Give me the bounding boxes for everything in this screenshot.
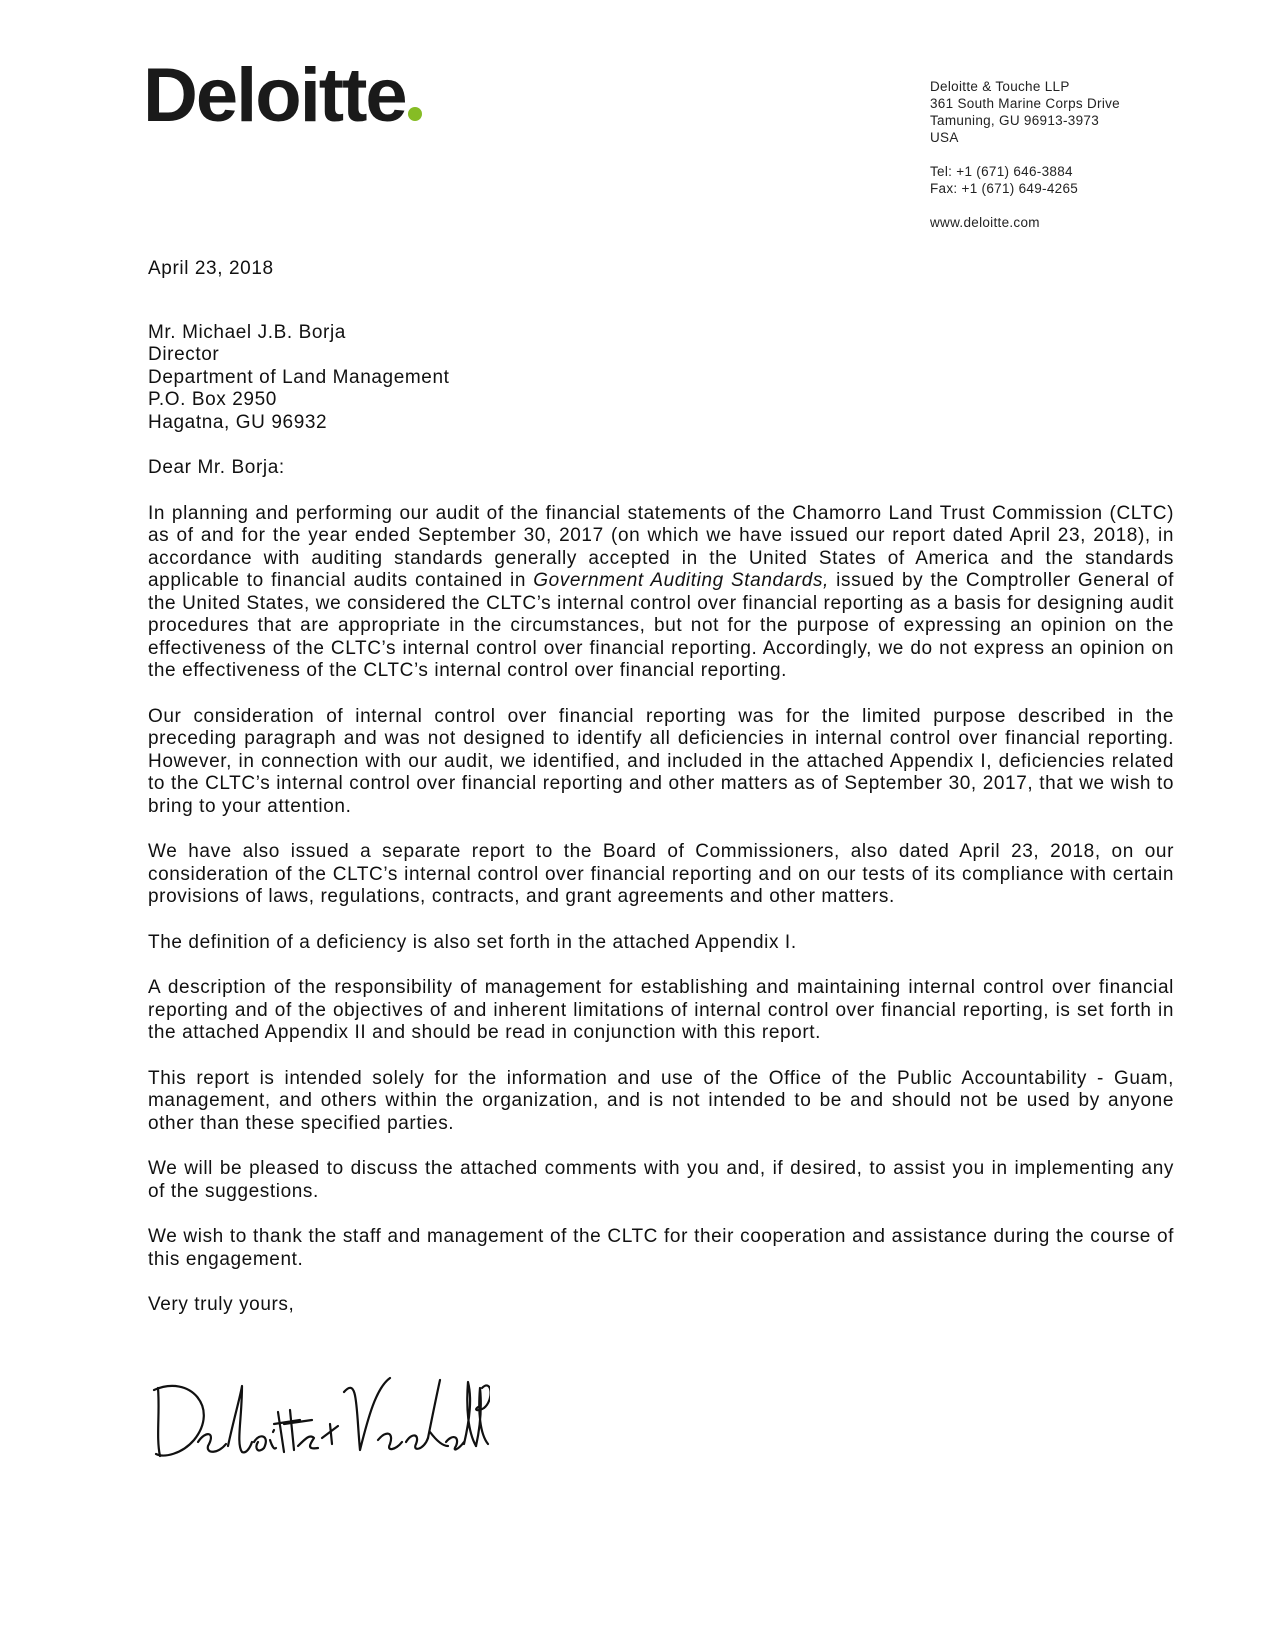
- address-line: Deloitte & Touche LLP: [930, 79, 1070, 94]
- address-line: USA: [930, 130, 959, 145]
- paragraph-text: In planning and performing our audit of the financial statements of the Chamorro Land Trust Commission (CLTC) as of and for the year ended September 30, 2017 (on which we have issued our report dated April 23, 2018), in accordance with auditing standards generally accepted in the United States of America and the standards applicable to financial audits contained in: [148, 502, 1174, 591]
- salutation: Dear Mr. Borja:: [148, 457, 285, 478]
- paragraph-text: issued by the Comptroller General of the United States, we considered the CLTC’s internal control over financial reporting as a basis for designing audit procedures that are appropriate in the circumstances, but not for the purpose of expressing an opinion on the effectiveness of the CLTC’s internal control over financial reporting. Accordingly, we do not express an opinion on the effectiveness of the CLTC’s internal control over financial reporting.: [148, 570, 1175, 681]
- address-spacer: [930, 146, 1120, 163]
- recipient-line: Director: [148, 344, 220, 365]
- logo-wordmark: Deloitte: [143, 53, 406, 138]
- body-paragraph: [148, 503, 1174, 683]
- address-line: Tamuning, GU 96913-3973: [930, 113, 1100, 128]
- address-line: 361 South Marine Corps Drive: [930, 96, 1120, 111]
- body-paragraph: We have also issued a separate report to the Board of Commissioners, also dated April 23, 2018, on our consideration of the CLTC’s internal control over financial reporting and on our tests of its compliance with certain provisions of laws, regulations, contracts, and grant agreements and other matters.: [148, 841, 1174, 907]
- letter-date: April 23, 2018: [148, 258, 274, 279]
- body-paragraph: A description of the responsibility of management for establishing and maintaining internal control over financial reporting and of the objectives of and inherent limitations of internal control over financial reporting, is set forth in the attached Appendix II and should be read in conjunction with this report.: [148, 977, 1174, 1043]
- publication-title: Government Auditing Standards,: [533, 570, 829, 591]
- recipient-address: [148, 322, 1174, 435]
- website-link[interactable]: www.deloitte.com: [930, 215, 1040, 230]
- body-paragraph: We wish to thank the staff and management of the CLTC for their cooperation and assistance during the course of this engagement.: [148, 1226, 1174, 1270]
- logo-dot-icon: [408, 107, 422, 121]
- body-paragraph: Our consideration of internal control over financial reporting was for the limited purpose described in the preceding paragraph and was not designed to identify all deficiencies in internal control over financial reporting. However, in connection with our audit, we identified, and included in the attached Appendix I, deficiencies related to the CLTC’s internal control over financial reporting and other matters as of September 30, 2017, that we wish to bring to your attention.: [148, 705, 1174, 817]
- phone-number: Tel: +1 (671) 646-3884: [930, 164, 1073, 179]
- closing: Very truly yours,: [148, 1294, 295, 1315]
- handwritten-signature: [150, 1368, 490, 1463]
- recipient-line: Mr. Michael J.B. Borja: [148, 321, 346, 343]
- recipient-line: P.O. Box 2950: [148, 389, 277, 410]
- address-spacer: [930, 197, 1120, 214]
- letterhead-address-block: [930, 78, 1120, 231]
- body-paragraph: This report is intended solely for the information and use of the Office of the Public Accountability - Guam, management, and others within the organization, and is not intended to be and should not be used by anyone other than these specified parties.: [148, 1067, 1174, 1134]
- letter-body: [148, 258, 1174, 1317]
- body-paragraph: We will be pleased to discuss the attached comments with you and, if desired, to assist you in implementing any of the suggestions.: [148, 1158, 1174, 1202]
- recipient-line: Department of Land Management: [148, 366, 450, 388]
- deloitte-logo: [143, 53, 422, 138]
- fax-number: Fax: +1 (671) 649-4265: [930, 181, 1079, 196]
- recipient-line: Hagatna, GU 96932: [148, 411, 328, 433]
- body-paragraph: The definition of a deficiency is also set forth in the attached Appendix I.: [148, 931, 797, 953]
